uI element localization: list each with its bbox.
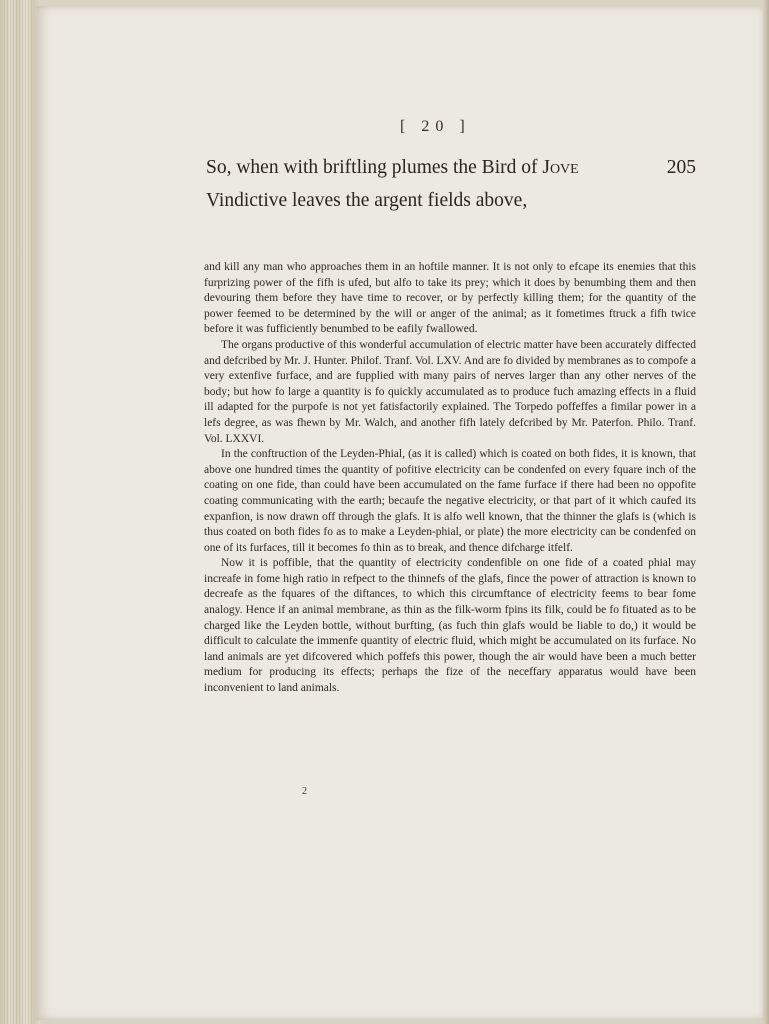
page-number: [ 20 ] [400,118,471,135]
verse-line-2: Vindictive leaves the argent fields above, [206,190,528,211]
page-right-edge [763,0,769,1024]
paragraph: Now it is poffible, that the quantity of electricity condenfible on one fide of a coated phial may increafe in fome high ratio in refpect to the thinnefs of the glafs, fince the power of attraction is known to decreafe as the fquares of the diftances, to which this circumftance of electricity feems to bear fome analogy. Hence if an animal membrane, as thin as the filk-worm fpins its filk, could be fo fituated as to be charged like the Leyden bottle, without burfting, (as fuch thin glafs would be liable to do,) it would be difficult to calculate the immenfe quantity of electric fluid, which might be accumulated on its furface. No land animals are yet difcovered which poffefs this power, though the air would have been a much better medium for producing its effects; perhaps the fize of the neceffary apparatus would have been inconvenient to land animals. [204,557,696,695]
paragraph: The organs productive of this wonderful accumulation of electric matter have been accurately diffected and defcribed by Mr. J. Hunter. Philof. Tranf. Vol. LXV. And are fo divided by membranes as to compofe a very extenfive furface, and are fupplied with many pairs of nerves larger than any other nerves of the body; but how fo large a quantity is fo quickly accumulated as to produce fuch amazing effects in a fluid ill adapted for the purpofe is not yet fatisfactorily explained. The Torpedo poffeffes a fimilar power in a lefs degree, as was fhewn by Mr. Walch, and another fifh lately defcribed by Mr. Paterfon. Philo. Tranf. Vol. LXXVI. [204,338,696,445]
verse-line-1-small-caps: Jove [542,157,579,178]
catchword: 2 [302,786,307,797]
prose-body [204,260,696,697]
verse-line-1-text: So, when with briftling plumes the Bird of [206,157,538,178]
verse-line-number: 205 [666,157,696,178]
book-page-edges [0,0,40,1024]
verse-line-1 [206,157,696,179]
paragraph: and kill any man who approaches them in an hoftile manner. It is not only to efcape its enemies that this furprizing power of the fifh is ufed, but alfo to take its prey; which it does by benumbing them and then devouring them before they have time to recover, or by perfectly killing them; for the quantity of the power feemed to be determined by the will or anger of the animal; as it fometimes ftruck a fifh twice before it was fufficiently benumbed to be eafily fwallowed. [204,261,696,336]
paragraph: In the conftruction of the Leyden-Phial, (as it is called) which is coated on both fides, it is known, that above one hundred times the quantity of pofitive electricity can be condenfed on every fquare inch of the coating on one fide, than could have been accumulated on the fame furface if there had been no oppofite coating communicating with the earth; becaufe the negative electricity, or that part of it which caufed its expanfion, is now drawn off through the glafs. It is alfo well known, that the thinner the glafs is (which is thus coated on both fides fo as to make a Leyden-phial, or plate) the more electricity can be condenfed on one of its furfaces, till it becomes fo thin as to break, and thence difcharge itfelf. [204,448,696,554]
